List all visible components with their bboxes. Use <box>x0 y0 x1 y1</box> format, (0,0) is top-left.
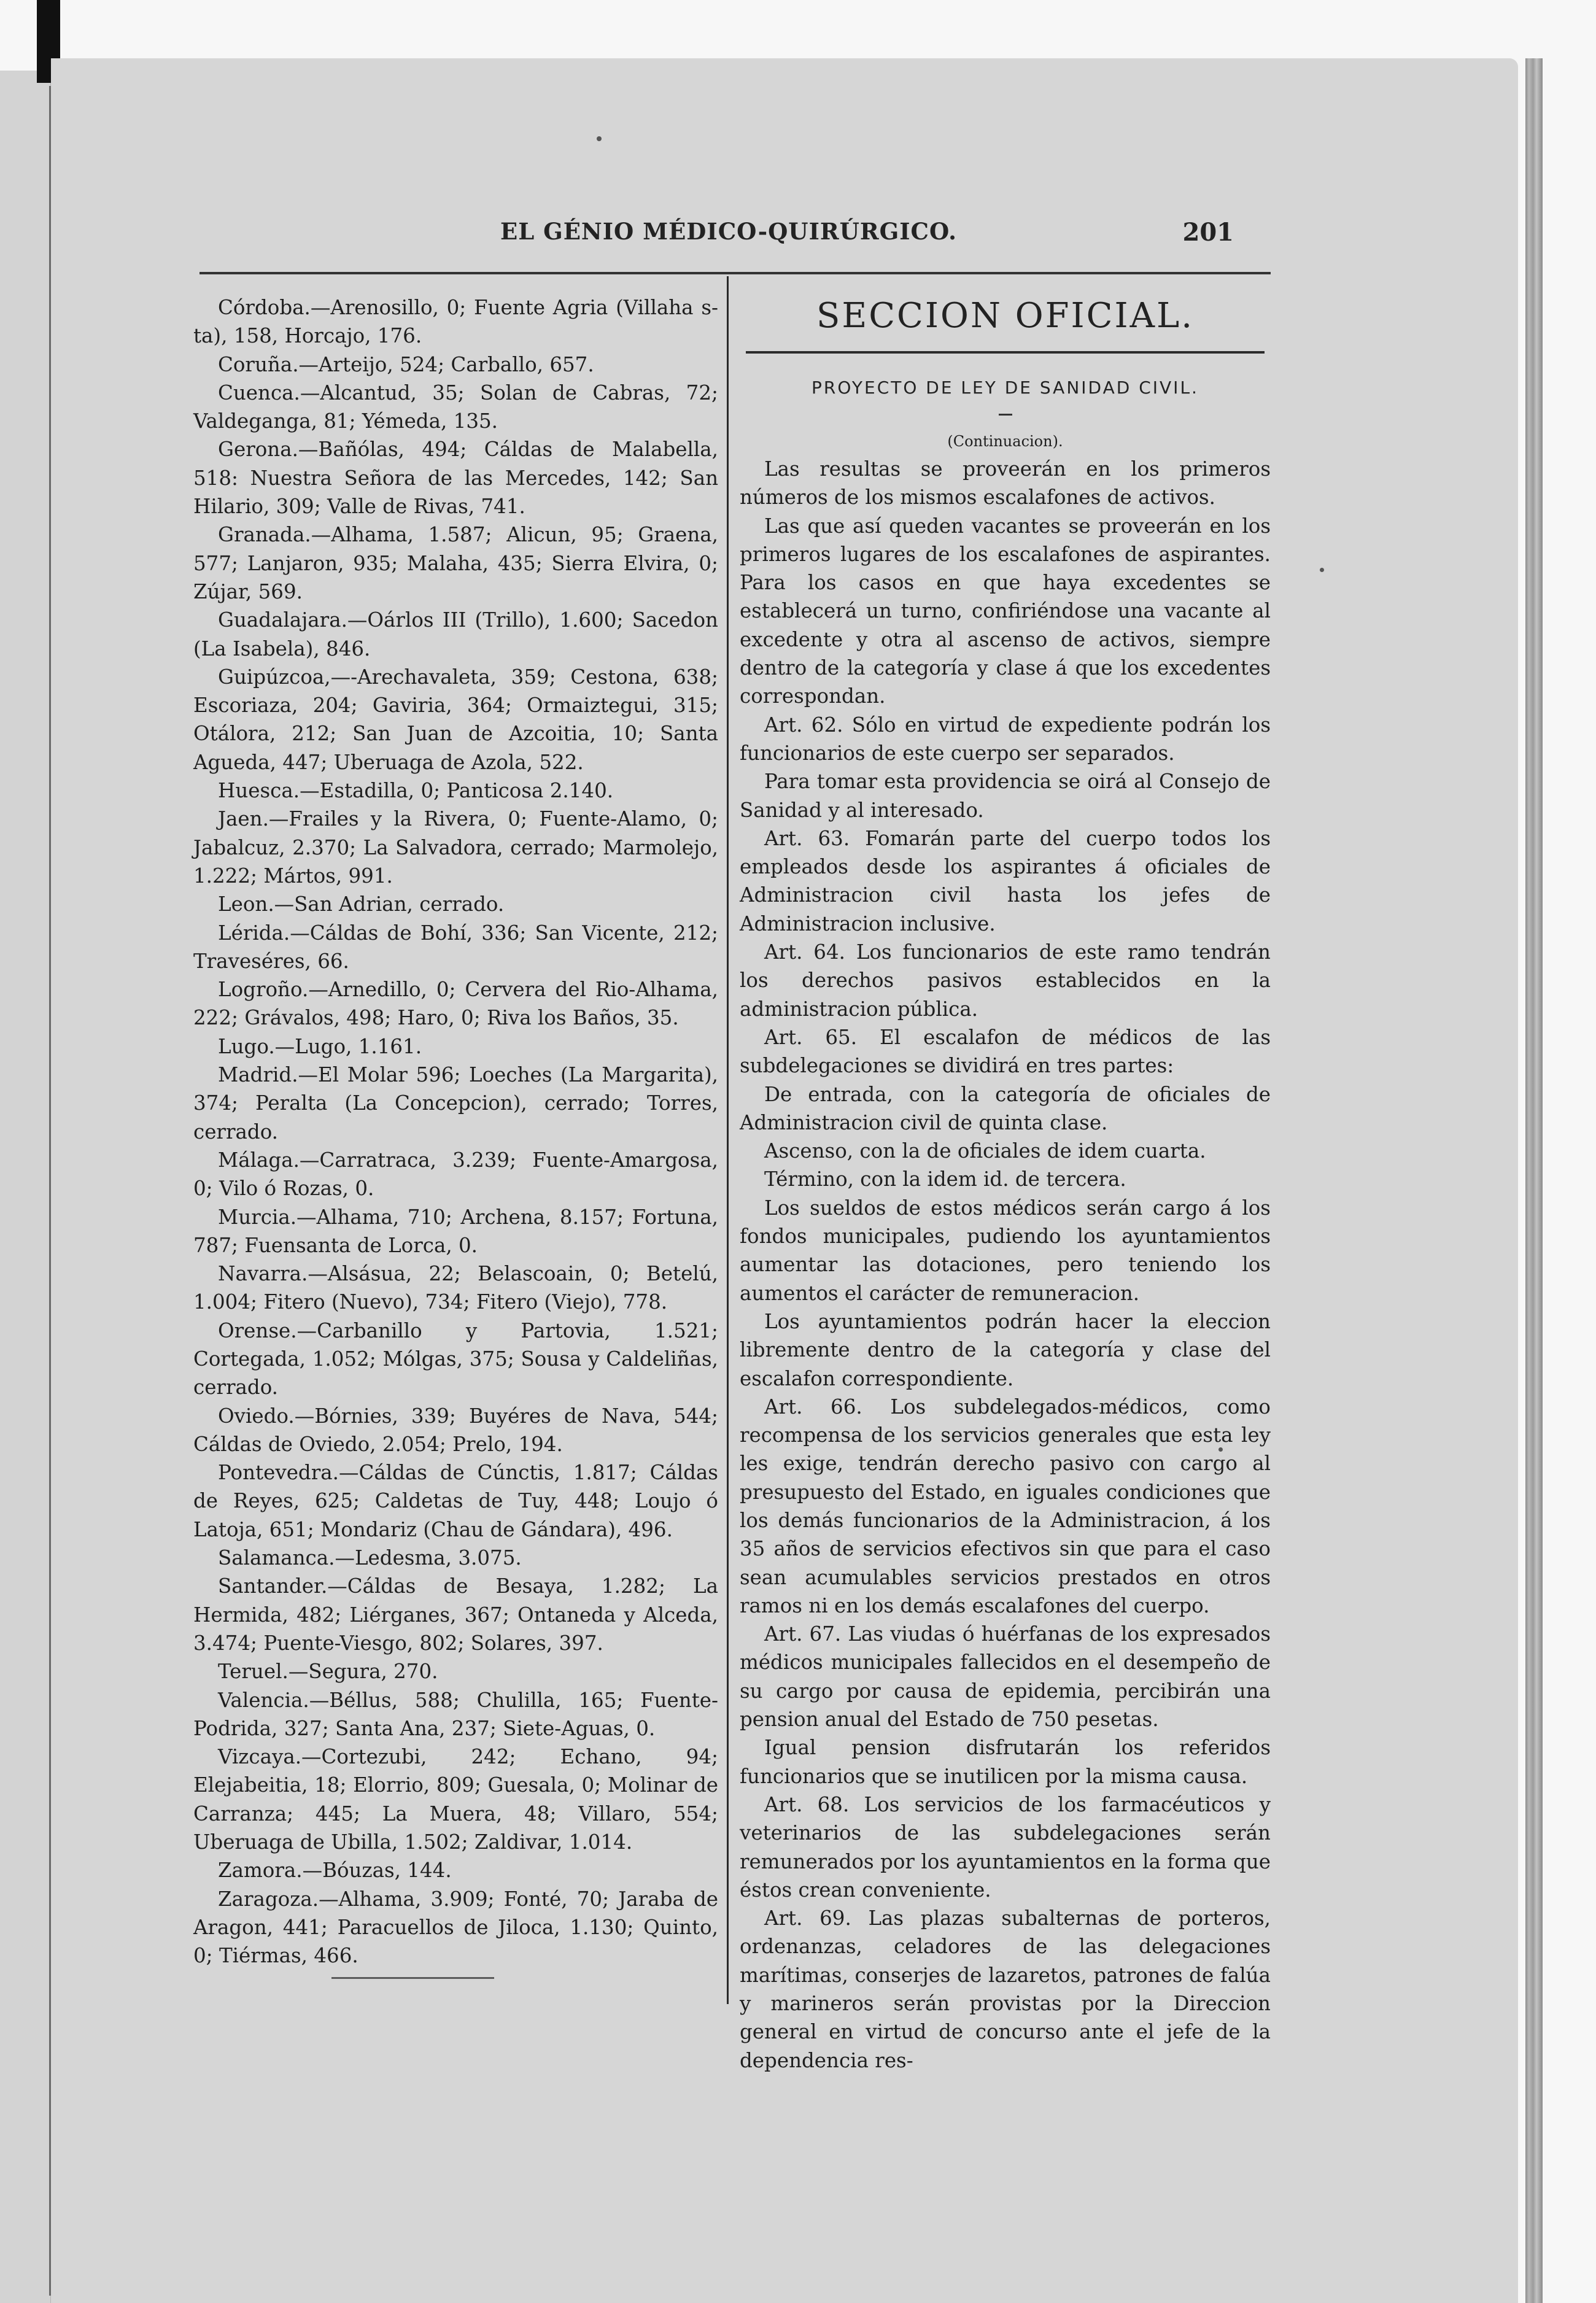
province-entry: Lérida.—Cáldas de Bohí, 336; San Vicente, 212; Traveséres, 66. <box>193 921 718 973</box>
article-paragraph: Art. 68. Los servicios de los farmacéuticos y veterinarios de las subdelegaciones serán remunerados por los ayuntamientos en la forma que éstos crean conveniente. <box>740 1792 1271 1902</box>
province-entry: Málaga.—Carratraca, 3.239; Fuente-Amargosa, 0; Vilo ó Rozas, 0. <box>193 1148 718 1201</box>
header-rule <box>200 272 1271 274</box>
province-entry: Zamora.—Bóuzas, 144. <box>218 1859 452 1883</box>
section-title: SECCION OFICIAL. <box>816 296 1195 336</box>
right-column <box>740 293 1271 2075</box>
paper-speck <box>597 136 602 141</box>
article-paragraph: Para tomar esta providencia se oirá al Consejo de Sanidad y al interesado. <box>740 770 1271 822</box>
title-dash <box>999 414 1012 416</box>
province-entry: Valencia.—Béllus, 588; Chulilla, 165; Fuente-Podrida, 327; Santa Ana, 237; Siete-Aguas, 0. <box>193 1688 718 1740</box>
article-paragraph: Art. 66. Los subdelegados-médicos, como recompensa de los servicios generales que esta ley les exige, tendrán derecho pasivo con cargo al presupuesto del Estado, en iguales condiciones que los demás funcionarios de la Administracion, á los 35 años de servicios efectivos sin que para el caso sean acumulables servicios prestados en otros ramos ni en los demás escalafones del cuerpo. <box>740 1395 1271 1617</box>
province-entry: Leon.—San Adrian, cerrado. <box>218 892 505 916</box>
province-entry: Huesca.—Estadilla, 0; Panticosa 2.140. <box>218 779 614 803</box>
province-entry: Santander.—Cáldas de Besaya, 1.282; La Hermida, 482; Liérganes, 367; Ontaneda y Alceda, 3.474; Puente-Viesgo, 802; Solares, 397. <box>193 1574 718 1655</box>
province-entry: Jaen.—Frailes y la Rivera, 0; Fuente-Alamo, 0; Jabalcuz, 2.370; La Salvadora, cerrado; Marmolejo, 1.222; Mártos, 991. <box>193 807 718 888</box>
province-entry: Teruel.—Segura, 270. <box>218 1660 438 1684</box>
article-paragraph: Las resultas se proveerán en los primeros números de los mismos escalafones de activos. <box>740 457 1271 509</box>
province-entry: Navarra.—Alsásua, 22; Belascoain, 0; Betelú, 1.004; Fitero (Nuevo), 734; Fitero (Viejo), 778. <box>193 1262 718 1314</box>
province-entry: Vizcaya.—Cortezubi, 242; Echano, 94; Elejabeitia, 18; Elorrio, 809; Guesala, 0; Molinar de Carranza; 445; La Muera, 48; Villaro, 554; Uberuaga de Ubilla, 1.502; Zaldivar, 1.014. <box>193 1745 718 1854</box>
province-entry: Gerona.—Bañólas, 494; Cáldas de Malabella, 518: Nuestra Señora de las Mercedes, 142; San Hilario, 309; Valle de Rivas, 741. <box>193 438 718 519</box>
province-entry: Granada.—Alhama, 1.587; Alicun, 95; Graena, 577; Lanjaron, 935; Malaha, 435; Sierra Elvira, 0; Zújar, 569. <box>193 523 718 603</box>
page-stack-edge <box>1525 58 1543 2303</box>
article-title: PROYECTO DE LEY DE SANIDAD CIVIL. <box>812 377 1199 398</box>
province-entry: Madrid.—El Molar 596; Loeches (La Margarita), 374; Peralta (La Concepcion), cerrado; Torres, cerrado. <box>193 1063 718 1144</box>
article-paragraph: Los sueldos de estos médicos serán cargo á los fondos municipales, pudiendo los ayuntamientos aumentar las dotaciones, pero teniendo los aumentos el carácter de remuneracion. <box>740 1196 1271 1305</box>
column-divider <box>727 276 729 2004</box>
province-entry: Lugo.—Lugo, 1.161. <box>218 1034 422 1058</box>
adjacent-page-edge <box>0 71 52 2303</box>
province-entry: Coruña.—Arteijo, 524; Carballo, 657. <box>218 352 594 376</box>
article-paragraph: Las que así queden vacantes se proveerán en los primeros lugares de los escalafones de aspirantes. Para los casos en que haya excedentes se establecerá un turno, confiriéndose una vacante al excedente y otra al ascenso de activos, siempre dentro de la categoría y clase á que los excedentes correspondan. <box>740 514 1271 708</box>
article-paragraph: Ascenso, con la de oficiales de idem cuarta. <box>764 1139 1206 1163</box>
article-paragraph: De entrada, con la categoría de oficiales de Administracion civil de quinta clase. <box>740 1082 1271 1134</box>
paper-speck <box>1218 1447 1223 1452</box>
article-paragraph: Art. 65. El escalafon de médicos de las subdelegaciones se dividirá en tres partes: <box>740 1025 1271 1078</box>
article-paragraph: Art. 63. Fomarán parte del cuerpo todos los empleados desde los aspirantes á oficiales de Administracion civil hasta los jefes de Administracion inclusive. <box>740 826 1271 935</box>
article-paragraph: Término, con la idem id. de tercera. <box>764 1167 1126 1191</box>
section-end-rule <box>331 1977 494 1979</box>
province-entry: Logroño.—Arnedillo, 0; Cervera del Rio-Alhama, 222; Grávalos, 498; Haro, 0; Riva los Baños, 35. <box>193 978 718 1030</box>
province-entry: Guipúzcoa,—-Arechavaleta, 359; Cestona, 638; Escoriaza, 204; Gaviria, 364; Ormaiztegui, 315; Otálora, 212; San Juan de Azcoitia, 10; Santa Agueda, 447; Uberuaga de Azola, 522. <box>193 665 718 774</box>
province-entry: Salamanca.—Ledesma, 3.075. <box>218 1546 522 1570</box>
section-rule <box>746 351 1265 354</box>
left-column <box>193 293 718 1970</box>
page-number: 201 <box>1182 218 1234 247</box>
province-entry: Cuenca.—Alcantud, 35; Solan de Cabras, 72; Valdeganga, 81; Yémeda, 135. <box>193 381 718 433</box>
continuation-note: (Continuacion). <box>947 433 1063 450</box>
paper-speck <box>1320 568 1324 572</box>
province-entry: Pontevedra.—Cáldas de Cúnctis, 1.817; Cáldas de Reyes, 625; Caldetas de Tuy, 448; Loujo ó Latoja, 651; Mondariz (Chau de Gándara), 496. <box>193 1461 718 1541</box>
article-paragraph: Art. 64. Los funcionarios de este ramo tendrán los derechos pasivos establecidos en la administracion pública. <box>740 940 1271 1021</box>
article-body <box>740 455 1271 2075</box>
article-paragraph: Art. 69. Las plazas subalternas de porteros, ordenanzas, celadores de las delegaciones marítimas, conserjes de lazaretos, patrones de falúa y marineros serán provistas por la Direccion general en virtud de concurso ante el jefe de la dependencia res- <box>740 1906 1271 2072</box>
province-entry: Guadalajara.—Oárlos III (Trillo), 1.600; Sacedon (La Isabela), 846. <box>193 608 718 660</box>
article-paragraph: Igual pension disfrutarán los referidos funcionarios que se inutilicen por la misma causa. <box>740 1736 1271 1788</box>
article-paragraph: Art. 67. Las viudas ó huérfanas de los expresados médicos municipales fallecidos en el desempeño de su cargo por causa de epidemia, percibirán una pension anual del Estado de 750 pesetas. <box>740 1622 1271 1732</box>
article-paragraph: Los ayuntamientos podrán hacer la eleccion libremente dentro de la categoría y clase del escalafon correspondiente. <box>740 1309 1271 1390</box>
province-entry: Zaragoza.—Alhama, 3.909; Fonté, 70; Jaraba de Aragon, 441; Paracuellos de Jiloca, 1.130; Quinto, 0; Tiérmas, 466. <box>193 1887 718 1968</box>
article-paragraph: Art. 62. Sólo en virtud de expediente podrán los funcionarios de este cuerpo ser separados. <box>740 713 1271 765</box>
province-entry: Córdoba.—Arenosillo, 0; Fuente Agria (Villaha sta), 158, Horcajo, 176. <box>193 296 718 348</box>
running-header <box>200 218 1271 255</box>
running-title: EL GÉNIO MÉDICO-QUIRÚRGICO. <box>500 218 957 245</box>
province-entry: Orense.—Carbanillo y Partovia, 1.521; Cortegada, 1.052; Mólgas, 375; Sousa y Caldeliñas, cerrado. <box>193 1318 718 1399</box>
province-entry: Oviedo.—Bórnies, 339; Buyéres de Nava, 544; Cáldas de Oviedo, 2.054; Prelo, 194. <box>193 1404 718 1456</box>
province-entry: Murcia.—Alhama, 710; Archena, 8.157; Fortuna, 787; Fuensanta de Lorca, 0. <box>193 1205 718 1257</box>
